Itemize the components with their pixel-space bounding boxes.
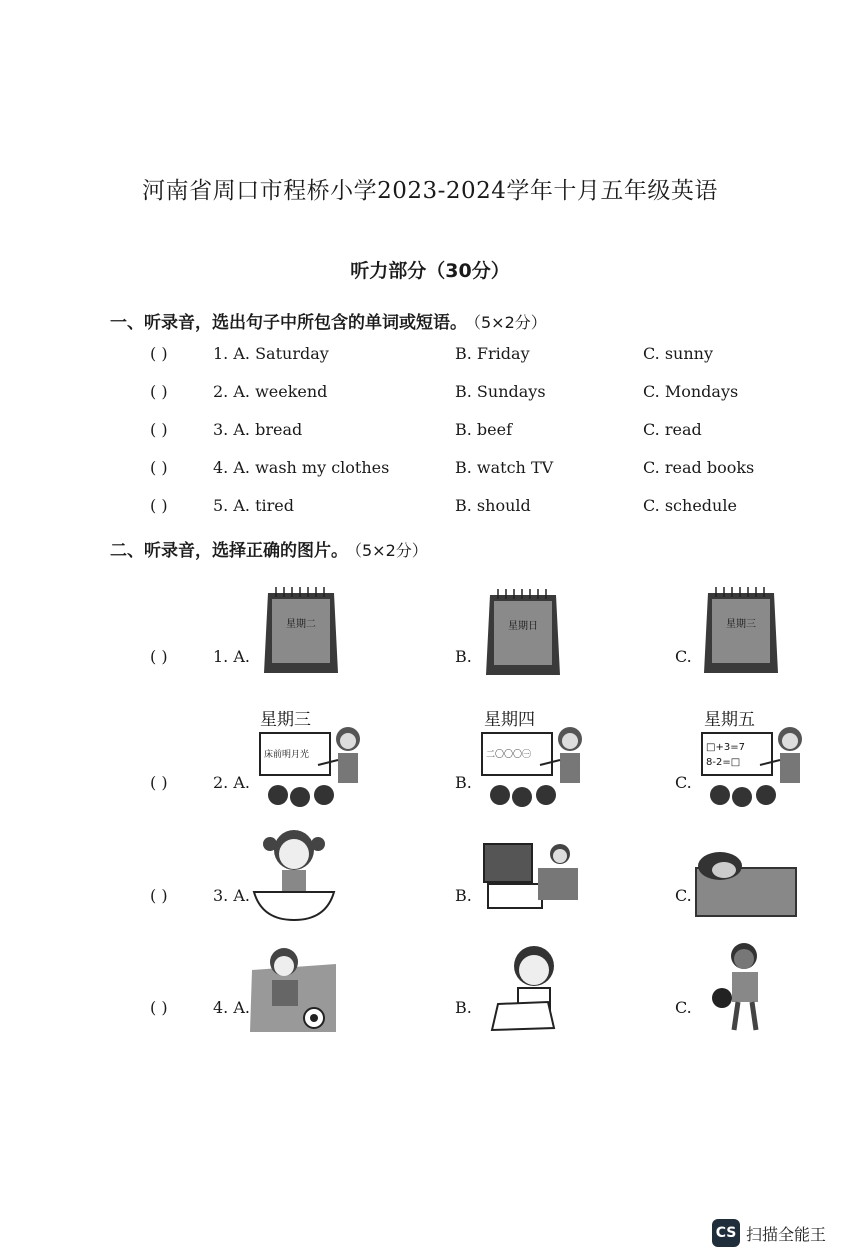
option-a: 1. A. Saturday: [213, 344, 329, 363]
blackboard-text: 床前明月光: [264, 750, 310, 760]
option-a: 5. A. tired: [213, 496, 294, 515]
option-b-label: B.: [455, 773, 472, 792]
calendar-icon[interactable]: [262, 585, 340, 677]
drawing-picture[interactable]: [488, 944, 576, 1036]
answer-blank[interactable]: ( ): [150, 458, 168, 477]
calendar-day-label: 星期三: [726, 619, 756, 630]
option-c-label: C.: [675, 647, 692, 666]
blackboard-text: □+3=7: [706, 742, 745, 753]
part2-heading: [110, 536, 428, 561]
option-a: 3. A. bread: [213, 420, 303, 439]
part2-points: （5×2分）: [354, 541, 428, 560]
classroom-picture[interactable]: [258, 705, 368, 807]
option-b: B. beef: [455, 420, 513, 439]
weekday-text: 星期四: [484, 710, 535, 730]
part1-heading-text: 一、听录音，选出句子中所包含的单词或短语。: [110, 313, 467, 333]
part1-question-2: [0, 382, 860, 412]
answer-blank[interactable]: ( ): [150, 886, 168, 905]
part2-question-1: [0, 585, 860, 695]
answer-blank[interactable]: ( ): [150, 344, 168, 363]
soccer-picture[interactable]: [248, 946, 338, 1034]
option-b-label: B.: [455, 886, 472, 905]
option-c: C. Mondays: [643, 382, 739, 401]
answer-blank[interactable]: ( ): [150, 420, 168, 439]
option-a: 2. A. weekend: [213, 382, 328, 401]
option-b: B. Friday: [455, 344, 530, 363]
calendar-day-label: 星期二: [286, 619, 316, 630]
watermark-text: 扫描全能王: [746, 1224, 827, 1244]
part1-question-5: [0, 496, 860, 526]
blackboard-text: 8-2=□: [706, 757, 741, 768]
watch-tv-picture[interactable]: [482, 840, 584, 912]
answer-blank[interactable]: ( ): [150, 382, 168, 401]
weekday-text: 星期三: [260, 710, 311, 730]
option-c-label: C.: [675, 998, 692, 1017]
option-c: C. read: [643, 420, 702, 439]
exam-title: 河南省周口市程桥小学2023-2024学年十月五年级英语: [142, 178, 718, 204]
part2-question-4: [0, 942, 860, 1052]
part2-question-3: [0, 826, 860, 936]
classroom-picture[interactable]: [480, 705, 590, 807]
option-a-label: 4. A.: [213, 998, 250, 1017]
classroom-picture[interactable]: [700, 705, 810, 807]
option-a-label: 1. A.: [213, 647, 250, 666]
section-title: 听力部分（30分）: [350, 260, 510, 282]
calendar-icon[interactable]: [702, 585, 780, 677]
scanner-watermark: [712, 1218, 826, 1248]
part1-question-1: [0, 344, 860, 374]
answer-blank[interactable]: ( ): [150, 773, 168, 792]
option-c: C. schedule: [643, 496, 737, 515]
option-c: C. read books: [643, 458, 755, 477]
option-c-label: C.: [675, 773, 692, 792]
answer-blank[interactable]: ( ): [150, 647, 168, 666]
blackboard-text: 二〇〇〇㊀: [486, 750, 532, 760]
calendar-day-label: 星期日: [508, 621, 538, 632]
answer-blank[interactable]: ( ): [150, 496, 168, 515]
part2-question-2: [0, 705, 860, 815]
part2-heading-text: 二、听录音，选择正确的图片。: [110, 541, 348, 561]
option-a-label: 3. A.: [213, 886, 250, 905]
option-b-label: B.: [455, 998, 472, 1017]
weekday-text: 星期五: [704, 710, 755, 730]
basketball-picture[interactable]: [710, 942, 772, 1034]
part1-points: （5×2分）: [473, 313, 547, 332]
part1-question-3: [0, 420, 860, 450]
answer-blank[interactable]: ( ): [150, 998, 168, 1017]
option-c: C. sunny: [643, 344, 714, 363]
option-a: 4. A. wash my clothes: [213, 458, 390, 477]
part1-heading: [110, 308, 547, 333]
option-c-label: C.: [675, 886, 692, 905]
part1-question-4: [0, 458, 860, 488]
girl-washing-picture[interactable]: [252, 826, 336, 922]
option-b: B. watch TV: [455, 458, 554, 477]
option-a-label: 2. A.: [213, 773, 250, 792]
sleeping-picture[interactable]: [694, 844, 798, 918]
calendar-icon[interactable]: [484, 587, 562, 679]
option-b: B. Sundays: [455, 382, 546, 401]
option-b-label: B.: [455, 647, 472, 666]
option-b: B. should: [455, 496, 531, 515]
camscanner-logo-icon: CS: [712, 1219, 740, 1247]
